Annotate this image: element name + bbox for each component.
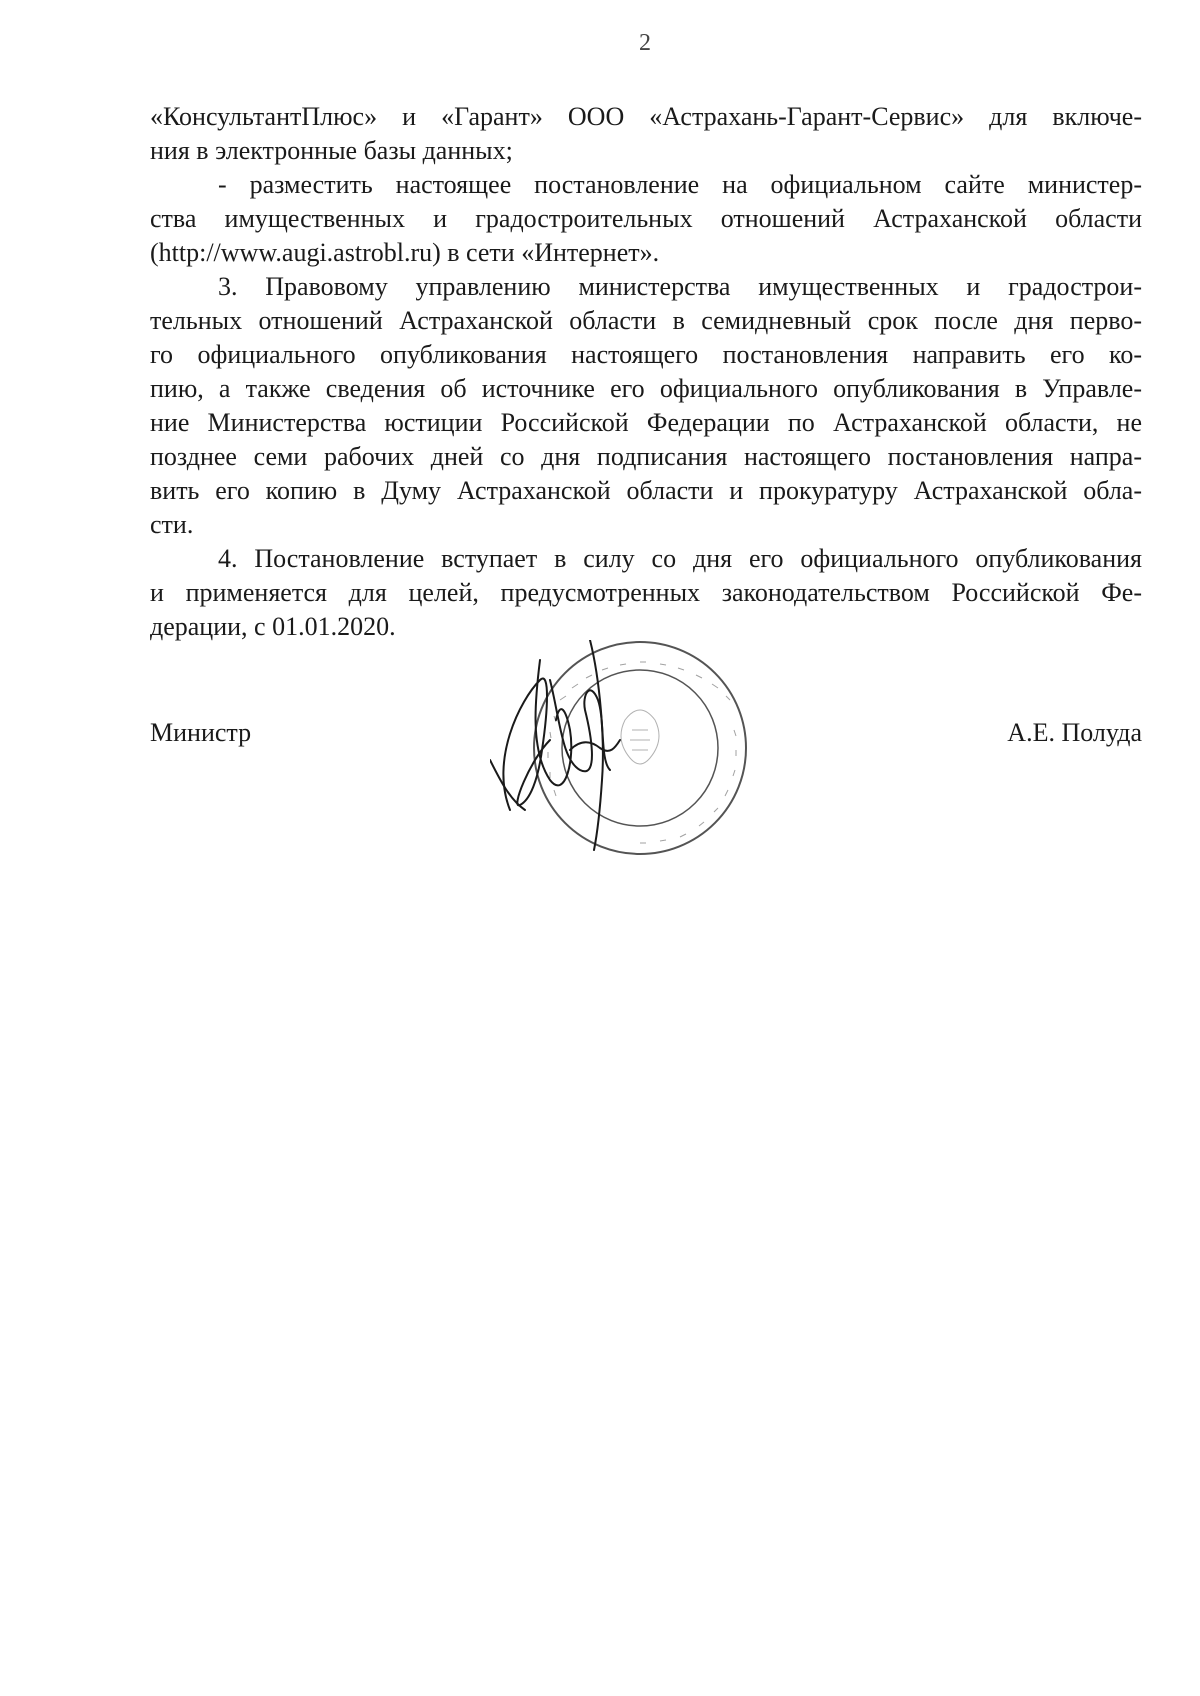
text-line: 4. Постановление вступает в силу со дня его официального опубликования [218, 544, 1142, 573]
text-line: 3. Правовому управлению министерства имущественных и градострои- [218, 272, 1142, 301]
paragraph-item-4 [150, 542, 1142, 644]
text-line: дерации, с 01.01.2020. [150, 612, 396, 641]
text-line: и применяется для целей, предусмотренных законодательством Российской Фе- [150, 578, 1142, 607]
paragraph-consultant-garant [150, 100, 1142, 168]
text-line: ния в электронные базы данных; [150, 136, 513, 165]
document-body [150, 100, 1142, 644]
page-number: 2 [639, 30, 651, 56]
text-line: вить его копию в Думу Астраханской области и прокуратуру Астраханской обла- [150, 476, 1142, 505]
text-line: сти. [150, 510, 194, 539]
seal-signature-icon [490, 640, 750, 880]
text-line: тельных отношений Астраханской области в семидневный срок после дня перво- [150, 306, 1142, 335]
text-line: пию, а также сведения об источнике его официального опубликования в Управле- [150, 374, 1142, 403]
text-line: - разместить настоящее постановление на официальном сайте министер- [218, 170, 1142, 199]
text-line: ние Министерства юстиции Российской Федерации по Астраханской области, не [150, 408, 1142, 437]
text-line: го официального опубликования настоящего постановления направить его ко- [150, 340, 1142, 369]
text-line: (http://www.augi.astrobl.ru) в сети «Интернет». [150, 238, 660, 267]
signatory-name: А.Е. Полуда [1007, 718, 1142, 747]
paragraph-publish-website [150, 168, 1142, 270]
text-line: позднее семи рабочих дней со дня подписания настоящего постановления напра- [150, 442, 1142, 471]
scan-artifact [1162, 1688, 1192, 1692]
signatory-title: Министр [150, 718, 252, 747]
text-line: «КонсультантПлюс» и «Гарант» ООО «Астрахань-Гарант-Сервис» для включе- [150, 102, 1142, 131]
round-seal-icon [490, 640, 750, 880]
paragraph-item-3 [150, 270, 1142, 542]
text-line: ства имущественных и градостроительных отношений Астраханской области [150, 204, 1142, 233]
